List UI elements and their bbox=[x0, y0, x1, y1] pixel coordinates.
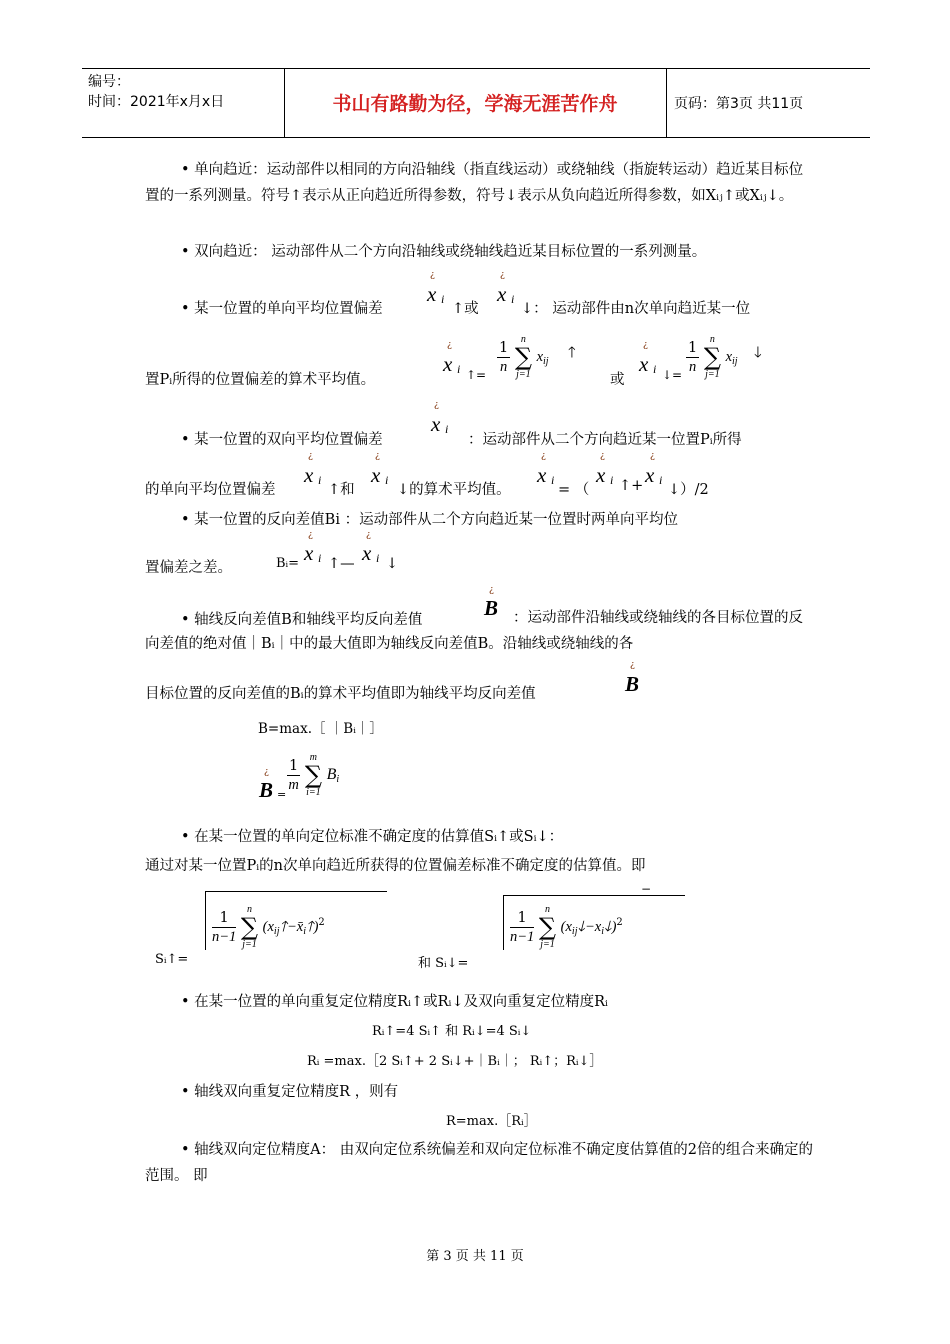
formula-b-mean: $\frac{1}{m}$ m ∑ i=1 $B_i$ bbox=[288, 752, 340, 798]
formula-mean-down: $\frac{1}{n}$ n ∑ j=1 $x_{ij}$ bbox=[688, 334, 738, 380]
formula-b-max: B=max.［ ｜Bᵢ｜］ bbox=[258, 721, 383, 737]
formula-mean-up: $\frac{1}{n}$ n ∑ j=1 $x_{ij}$ bbox=[499, 334, 549, 380]
page-header bbox=[82, 68, 870, 138]
header-page: 页码：第3页 共11页 bbox=[674, 96, 804, 112]
formula-s-down: $\frac{1}{n-1}$ n ∑ j=1 $(x_{ij}🡓-x_i🡓)^2$ bbox=[510, 904, 623, 950]
para-unidirectional: • 单向趋近：运动部件以相同的方向沿轴线（指直线运动）或绕轴线（指旋转运动）趋近某目标位置的一系列测量。符号↑表示从正向趋近所得参数，符号↓表示从负向趋近所得参数，如Xᵢⱼ↑或Xᵢⱼ↓。 bbox=[145, 162, 804, 204]
page-footer: 第 3 页 共 11 页 bbox=[426, 1249, 524, 1264]
doc-time: 时间：2021年x月x日 bbox=[88, 94, 225, 110]
para-axis-accuracy: • 轴线双向定位精度A： 由双向定位系统偏差和双向定位标准不确定度估算值的2倍的组合来确定的范围。 即 bbox=[145, 1142, 813, 1184]
para-bidirectional: • 双向趋近： 运动部件从二个方向沿轴线或绕轴线趋近某目标位置的一系列测量。 bbox=[181, 244, 707, 260]
header-motto: 书山有路勤为径，学海无涯苦作舟 bbox=[332, 93, 618, 115]
header-meta bbox=[88, 72, 224, 112]
formula-s-up: $\frac{1}{n-1}$ n ∑ j=1 $(x_{ij}🡑-x̄_i🡑)^2$ bbox=[212, 904, 325, 950]
doc-number: 编号： bbox=[88, 74, 130, 90]
